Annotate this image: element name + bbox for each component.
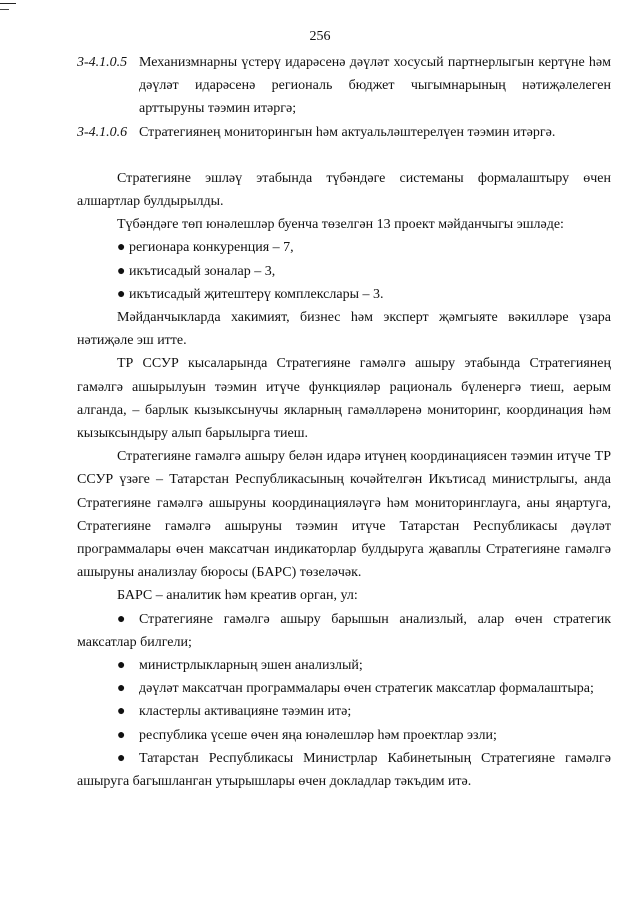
bullet-icon: ●	[117, 658, 126, 674]
list-item	[77, 654, 611, 677]
numbered-item	[77, 121, 611, 144]
bullet-icon: ●	[117, 611, 126, 627]
list-item	[77, 677, 611, 700]
scan-edge-mark-secondary	[0, 9, 9, 10]
item-code: 3-4.1.0.6	[77, 124, 128, 140]
list-item: ● икътисадый җитештерү комплекслары – 3.	[117, 286, 384, 302]
paragraph: Түбәндәге төп юнәлешләр буенча төзелгән 13 проект мәйданчыгы эшләде:	[117, 217, 564, 233]
paragraph: БАРС – аналитик һәм креатив орган, ул:	[117, 588, 358, 604]
bullet-icon: ●	[117, 750, 126, 766]
numbered-item	[77, 51, 611, 121]
list-item: ● регионара конкуренция – 7,	[117, 240, 294, 256]
page-number: 256	[309, 29, 331, 44]
item-code: 3-4.1.0.5	[77, 55, 128, 70]
bullet-icon: ●	[117, 704, 126, 720]
paragraph: Стратегияне эшләү этабында түбәндәге системаны формалаштыру өчен алшартлар булдырылды.	[77, 170, 611, 210]
blank-line	[77, 144, 611, 167]
list-item	[77, 608, 611, 654]
list-item-text: кластерлы активацияне тәэмин итә;	[139, 704, 352, 720]
scan-edge-mark	[0, 3, 16, 4]
paragraph: Мәйданчыкларда хакимият, бизнес һәм эксперт җәмгыяте вәкилләре үзара нәтиҗәле эш итте.	[77, 310, 611, 349]
list-item-text: министрлыкларның эшен анализлый;	[139, 658, 363, 674]
list-item	[77, 724, 611, 747]
list-item-text: Татарстан Республикасы Министрлар Кабинетының Стратегияне гамәлгә ашыруга багышланган утырышлары өчен докладлар тәкъдим итә.	[77, 750, 611, 790]
list-item-text: Стратегияне гамәлгә ашыру барышын анализлый, алар өчен стратегик максатлар билгели;	[77, 611, 611, 650]
bullet-icon: ●	[117, 681, 126, 697]
list-item	[77, 747, 611, 793]
paragraph: Стратегияне гамәлгә ашыру белән идарә итүнең координациясен тәэмин итүче ТР ССУР үзәге – Татарстан Республикасының кочәйтелгән Икътисад министрлыгы, анда Стратегияне гамәлгә ашыруны координацияләүгә һәм мониторинглауга, аны яңартуга, Стратегияне гамәлгә ашыруны тәэмин итүче Татарстан Республикасы дәүләт программалары өчен максатчан индикаторлар булдыруга җаваплы Стратегияне гамәлгә ашыруны анализлау бюросы (БАРС) төзеләчәк.	[77, 449, 611, 581]
item-text: Стратегиянең мониторингын һәм актуальләштерелүен тәэмин итәргә.	[139, 124, 556, 140]
document-body	[77, 51, 611, 793]
paragraph: ТР ССУР кысаларында Стратегияне гамәлгә ашыру этабында Стратегиянең гамәлгә ашырылуын тәэмин итүче функцияләр рациональ бүленергә тиеш, аерым алганда, – барлык кызыксынучы якларның гамәлләренә мониторинг, координация һәм кызыксындыру алып барылырга тиеш.	[77, 356, 611, 442]
list-item-text: республика үсеше өчен яңа юнәлешләр һәм проектлар эзли;	[139, 727, 497, 743]
list-item-text: дәүләт максатчан программалары өчен стратегик максатлар формалаштыра;	[139, 681, 594, 697]
list-item	[77, 700, 611, 723]
item-text: Механизмнарны үстерү идарәсенә дәүләт хосусый партнерлыгын кертүне һәм дәүләт идарәсенә региональ бюджет чыгымнарының нәтиҗәлелеген арттыруны тәэмин итәргә;	[139, 55, 611, 117]
list-item: ● икътисадый зоналар – 3,	[117, 263, 276, 279]
bullet-icon: ●	[117, 727, 126, 743]
